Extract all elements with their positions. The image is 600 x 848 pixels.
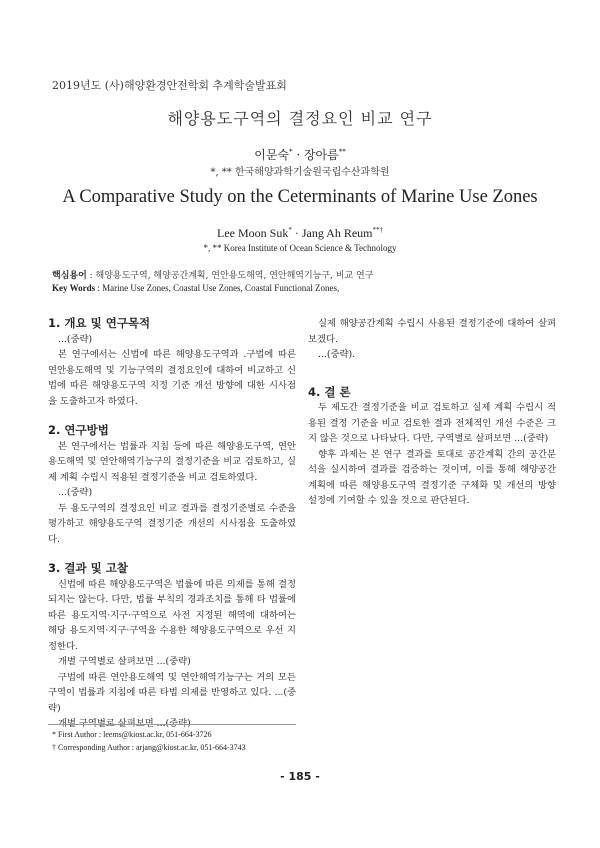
section-3-para-4: 개별 구역별로 살펴보면 ...(중략) <box>58 718 191 729</box>
section-4-para-1: 두 제도간 결정기준을 비교 검토하고 실제 계획 수립시 적용된 결정 기준을 비교 검토한 결과 전체적인 개선 수준은 크지 않은 것으로 나타났다. 다만, 구역별로 살펴보면 ...(중략) <box>308 402 556 444</box>
right-column <box>308 316 556 509</box>
section-3-para-3: 구법에 따른 연안용도해역 및 연안해역기능구는 거의 모든 구역이 법률과 지침에 따른 타법 의제를 반영하고 있다. ...(중략) <box>48 671 296 714</box>
section-3-para-2: 개별 구역별로 살펴보면 ...(중략) <box>58 656 191 667</box>
korean-title: 해양용도구역의 결정요인 비교 연구 <box>167 109 433 128</box>
author-2-en-mark: **† <box>372 226 383 234</box>
section-2-para-2: ...(중략) <box>58 487 93 498</box>
author-2-ko: 장아름 <box>303 148 339 162</box>
author-1-en-mark: * <box>288 226 292 234</box>
conference-header: 2019년도 (사)해양환경안전학회 추계학술발표회 <box>52 79 287 92</box>
keywords-english-label: Key Words <box>52 283 96 293</box>
section-2-para-1: 본 연구에서는 법률과 지침 등에 따른 해양용도구역, 연안용도해역 및 연안해역기능구의 결정기준을 비교 검토하고, 실제 계획 수립시 적용된 결정기준을 비교 검토하였다. <box>48 440 296 483</box>
author-sep-en: · <box>291 226 302 240</box>
section-4-heading: 4. 결 론 <box>308 384 351 399</box>
section-2-heading: 2. 연구방법 <box>48 423 109 437</box>
left-column <box>48 316 296 732</box>
section-1-heading: 1. 개요 및 연구목적 <box>48 316 151 330</box>
section-4-para-2: 향후 과제는 본 연구 결과를 토대로 공간계획 간의 공간분석을 실시하여 결과를 검증하는 것이며, 이를 통해 해양공간계획에 따른 해양용도구역 결정기준 구체화 및 개선의 방향 설정에 기여할 수 있을 것으로 판단된다. <box>308 448 556 506</box>
keywords-korean <box>52 268 373 281</box>
keywords-korean-label: 핵심용어 <box>52 271 87 281</box>
section-1-para-2: 본 연구에서는 신법에 따른 해양용도구역과 .구법에 따른 연안용도해역 및 기능구역의 결정요인에 대하여 비교하고 신법에 따른 해양용도구역 지정 기준 개선 방향에 대한 시사점을 도출하고자 하였다. <box>48 349 296 407</box>
footnote-corresponding-author: † Corresponding Author : arjang@kiost.ac.kr, 051-664-3743 <box>52 743 246 752</box>
footnote-first-author: * First Author : leems@kiost.ac.kr, 051-664-3726 <box>52 730 212 739</box>
korean-affiliation: *, ** 한국해양과학기술원국립수산과학원 <box>210 167 390 178</box>
section-3-heading: 3. 결과 및 고찰 <box>48 561 128 575</box>
author-1-en: Lee Moon Suk <box>217 226 289 240</box>
keywords-english-text: : Marine Use Zones, Coastal Use Zones, Coastal Functional Zones, <box>95 283 340 293</box>
author-2-en: Jang Ah Reum <box>301 226 373 240</box>
korean-authors <box>0 146 600 163</box>
english-title: A Comparative Study on the Ceterminants of Marine Use Zones <box>62 187 538 207</box>
author-1-ko: 이문숙 <box>254 148 290 162</box>
english-affiliation: *, ** Korea Institute of Ocean Science & Technology <box>203 243 397 253</box>
keywords-english <box>52 283 339 293</box>
page-number: - 185 - <box>280 770 320 783</box>
keywords-korean-text: : 해양용도구역, 해양공간계획, 연안용도해역, 연안해역기능구, 비교 연구 <box>86 271 374 281</box>
english-authors <box>0 226 600 241</box>
section-3-cont-para-1: 실제 해양공간계획 수립시 사용된 결정기준에 대하여 살펴보겠다. <box>308 318 556 345</box>
author-2-ko-mark: ** <box>338 148 346 156</box>
section-1-para-1: ...(중략) <box>58 333 93 345</box>
section-3-para-1: 신법에 따른 해양용도구역은 법률에 따른 의제를 통해 결정되지는 않는다. 다만, 법률 부칙의 경과조치를 통해 타 법률에 따른 용도지역·지구·구역으로 사전 지정된 해역에 대하여는 해당 용도지역·지구·구역을 수용한 해양용도구역으로 우선 지정한다. <box>48 578 296 652</box>
author-sep-ko: · <box>292 148 304 162</box>
author-1-ko-mark: * <box>289 148 293 156</box>
section-2-para-3: 두 용도구역의 결정요인 비교 결과를 결정기준별로 수준을 평가하고 해양용도구역 결정기준 개선의 시사점을 도출하였다. <box>48 502 296 545</box>
section-3-cont-para-2: ...(중략). <box>318 349 356 360</box>
footnote-divider <box>48 724 296 725</box>
